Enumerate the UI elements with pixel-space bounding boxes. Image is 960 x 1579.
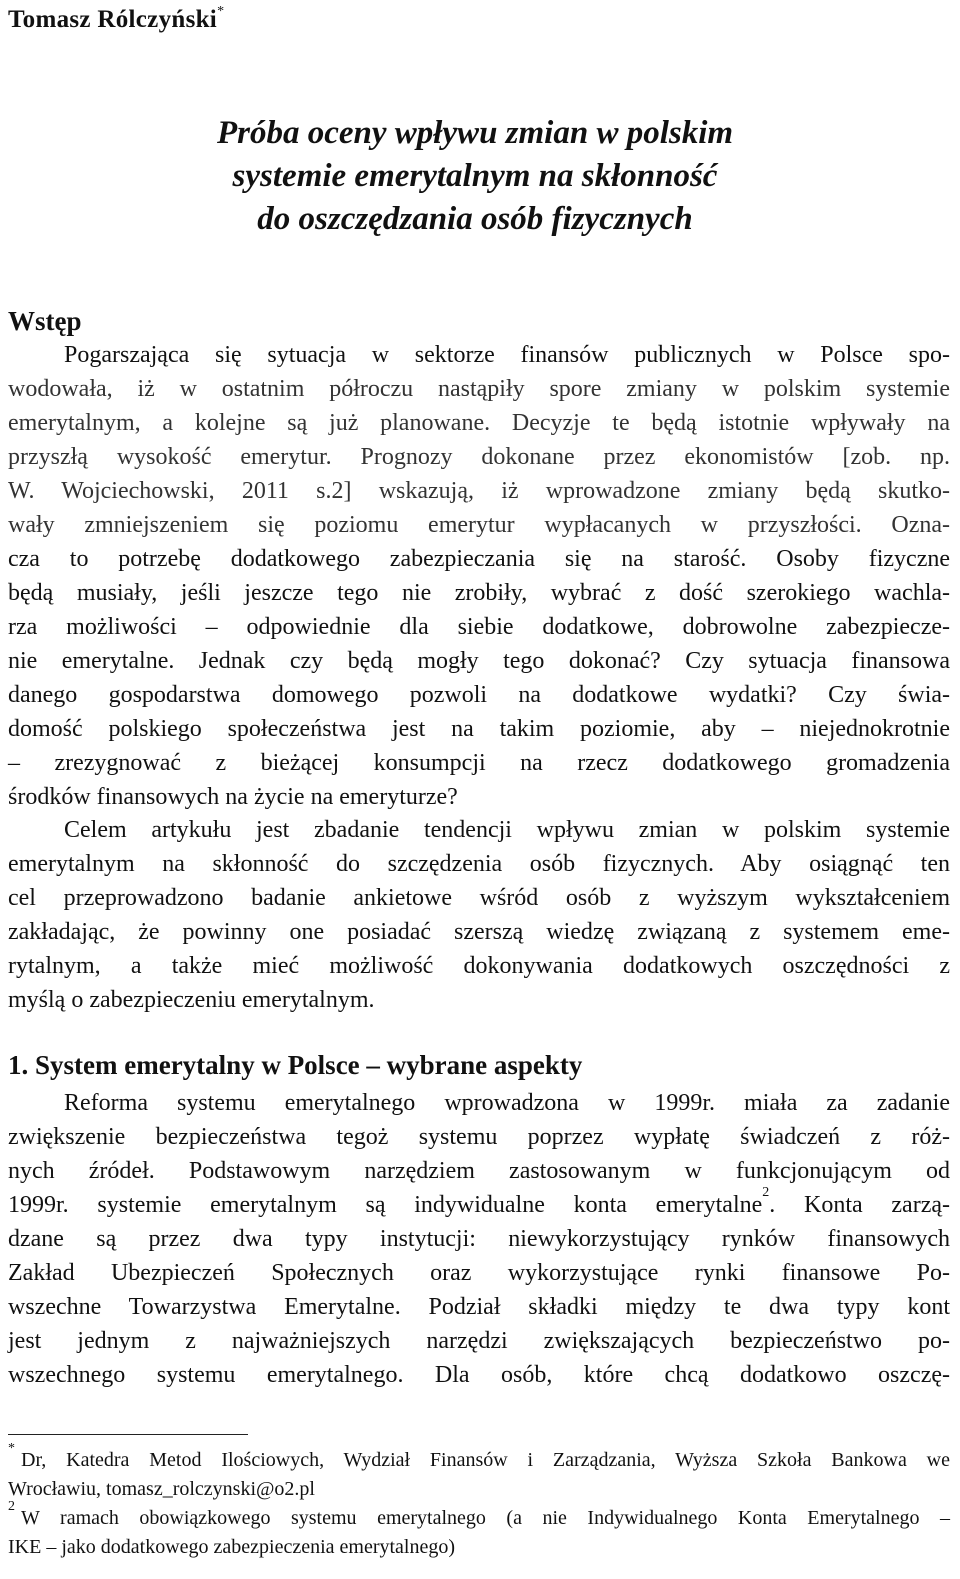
text-line: emerytalnym, a kolejne są już planowane. Decyzje te będą istotnie wpływały na xyxy=(8,410,950,436)
footnote-line: Wrocławiu, tomasz_rolczynski@o2.pl xyxy=(8,1478,315,1500)
footnote-line xyxy=(8,1441,950,1475)
text-line: myślą o zabezpieczeniu emerytalnym. xyxy=(8,987,375,1013)
title-line: do oszczędzania osób fizycznych xyxy=(257,201,693,237)
text-line: emerytalnym na skłonność do szczędzenia osób fizycznych. Aby osiągnąć ten xyxy=(8,851,950,877)
text-line: dzane są przez dwa typy instytucji: niewykorzystujący rynków finansowych xyxy=(8,1226,950,1252)
intro-heading: Wstęp xyxy=(8,306,82,336)
text-line: wodowała, iż w ostatnim półroczu nastąpiły spore zmiany w polskim systemie xyxy=(8,376,950,402)
text-line: domość polskiego społeczeństwa jest na takim poziomie, aby – niejednokrotnie xyxy=(8,716,950,742)
text-line: Zakład Ubezpieczeń Społecznych oraz wykorzystujące rynki finansowe Po- xyxy=(8,1260,950,1286)
text-line: wszechnego systemu emerytalnego. Dla osób, które chcą dodatkowo oszczę- xyxy=(8,1362,950,1388)
footnote-separator xyxy=(8,1434,248,1435)
section-1-paragraph xyxy=(8,1086,950,1392)
text-line: danego gospodarstwa domowego pozwoli na dodatkowe wydatki? Czy świa- xyxy=(8,682,950,708)
text-line: Celem artykułu jest zbadanie tendencji wpływu zmian w polskim systemie xyxy=(64,817,950,843)
text-line: – zrezygnować z bieżącej konsumpcji na rzecz dodatkowego gromadzenia xyxy=(8,750,950,776)
footnote-line xyxy=(8,1499,950,1533)
section-1-heading: 1. System emerytalny w Polsce – wybrane aspekty xyxy=(8,1050,583,1080)
text-line: cel przeprowadzono badanie ankietowe wśród osób z wyższym wykształceniem xyxy=(8,885,950,911)
text-line: rza możliwości – odpowiednie dla siebie dodatkowe, dobrowolne zabezpiecze- xyxy=(8,614,950,640)
footnote-line: IKE – jako dodatkowego zabezpieczenia emerytalnego) xyxy=(8,1536,456,1558)
text-line: środków finansowych na życie na emeryturze? xyxy=(8,784,458,810)
text-line: rytalnym, a także mieć możliwość dokonywania dodatkowych oszczędności z xyxy=(8,953,950,979)
text-line: przyszłą wysokość emerytur. Prognozy dokonane przez ekonomistów [zob. np. xyxy=(8,444,950,470)
title-line: systemie emerytalnym na skłonność xyxy=(232,158,718,194)
article-title xyxy=(120,112,830,241)
text-fragment: 1999r. systemie emerytalnym są indywidualne konta emerytalne xyxy=(8,1192,763,1218)
text-line: wszechne Towarzystwa Emerytalne. Podział składki między te dwa typy kont xyxy=(8,1294,950,1320)
text-line: cza to potrzebę dodatkowego zabezpieczania się na starość. Osoby fizyczne xyxy=(8,546,950,572)
title-line: Próba oceny wpływu zmian w polskim xyxy=(216,115,734,151)
footnote-text: W ramach obowiązkowego systemu emerytalnego (a nie Indywidualnego Konta Emerytalnego – xyxy=(21,1507,950,1529)
text-line: jest jednym z najważniejszych narzędzi zwiększających bezpieczeństwo po- xyxy=(8,1328,950,1354)
text-line: nych źródeł. Podstawowym narzędziem zastosowanym w funkcjonującym od xyxy=(8,1158,950,1184)
author-name xyxy=(8,6,224,34)
author-footnote-mark: * xyxy=(217,4,225,19)
footnote-reference: 2 xyxy=(762,1185,770,1200)
text-line: Reforma systemu emerytalnego wprowadzona w 1999r. miała za zadanie xyxy=(64,1090,950,1116)
text-line: będą musiały, jeśli jeszcze tego nie zrobiły, wybrać z dość szerokiego wachla- xyxy=(8,580,950,606)
intro-paragraph-2 xyxy=(8,813,950,1017)
text-line: wały zmniejszeniem się poziomu emerytur wypłacanych w przyszłości. Ozna- xyxy=(8,512,950,538)
intro-paragraph-1 xyxy=(8,338,950,814)
text-line: Pogarszająca się sytuacja w sektorze finansów publicznych w Polsce spo- xyxy=(64,342,950,368)
text-line: zwiększenie bezpieczeństwa tegoż systemu poprzez wypłatę świadczeń z róż- xyxy=(8,1124,950,1150)
text-line: zakładając, że powinny one posiadać szerszą wiedzę związaną z systemem eme- xyxy=(8,919,950,945)
text-line: W. Wojciechowski, 2011 s.2] wskazują, iż wprowadzone zmiany będą skutko- xyxy=(8,478,950,504)
footnote-mark: * xyxy=(8,1441,15,1456)
footnote-mark: 2 xyxy=(8,1499,15,1514)
footnote-text: Dr, Katedra Metod Ilościowych, Wydział Finansów i Zarządzania, Wyższa Szkoła Bankowa we xyxy=(21,1449,950,1471)
text-fragment: . Konta zarzą- xyxy=(769,1192,950,1218)
footnotes xyxy=(8,1441,950,1562)
text-line-with-footnote xyxy=(8,1185,950,1222)
author-name-text: Tomasz Rólczyński xyxy=(8,6,218,33)
text-line: nie emerytalne. Jednak czy będą mogły tego dokonać? Czy sytuacja finansowa xyxy=(8,648,950,674)
